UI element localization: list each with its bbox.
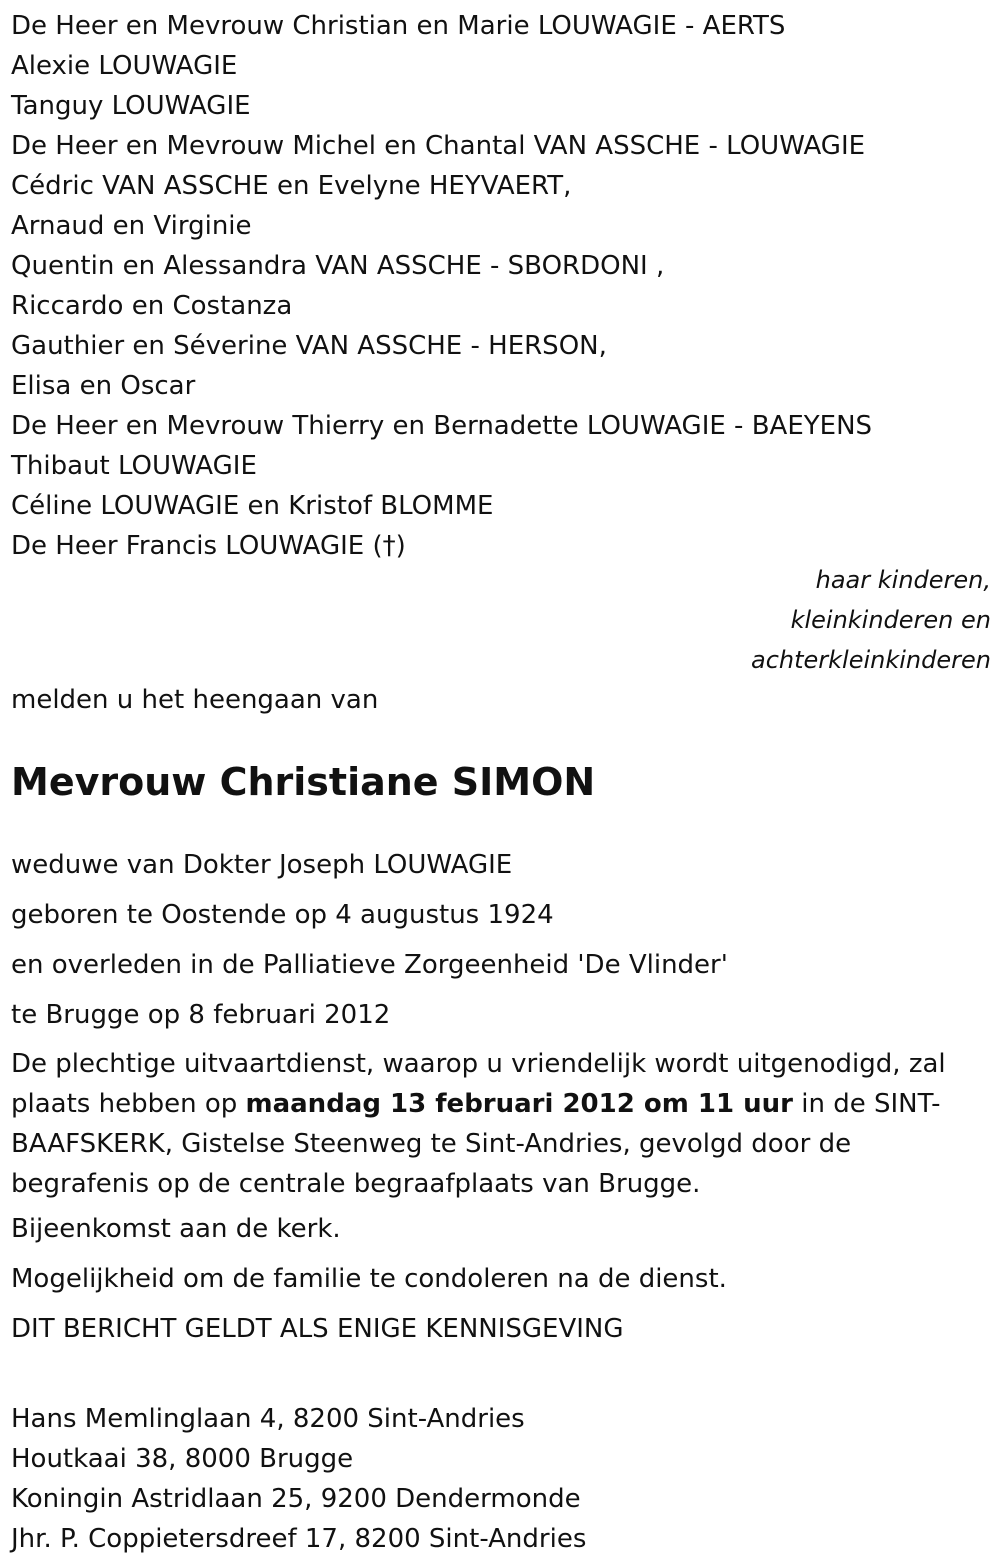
address-line: Jhr. P. Coppietersdreef 17, 8200 Sint-Andries	[11, 1524, 587, 1554]
bio-line: geboren te Oostende op 4 augustus 1924	[11, 900, 554, 930]
notes-section	[11, 1204, 991, 1354]
family-line: De Heer en Mevrouw Michel en Chantal VAN ASSCHE - LOUWAGIE	[11, 131, 866, 161]
family-line: De Heer Francis LOUWAGIE (†)	[11, 531, 406, 561]
intro-text: melden u het heengaan van	[11, 685, 379, 715]
service-text-after: in de SINT-BAAFSKERK, Gistelse Steenweg te Sint-Andries, gevolgd door de begrafenis op de centrale begraafplaats van Brugge.	[11, 1089, 941, 1199]
deceased-name: Mevrouw Christiane SIMON	[11, 760, 596, 804]
relation-caption	[11, 560, 991, 680]
family-line: De Heer en Mevrouw Christian en Marie LOUWAGIE - AERTS	[11, 11, 786, 41]
family-line: Riccardo en Costanza	[11, 291, 293, 321]
address-line: Koningin Astridlaan 25, 9200 Dendermonde	[11, 1484, 581, 1514]
address-line: Hans Memlinglaan 4, 8200 Sint-Andries	[11, 1404, 525, 1434]
relation-line: achterkleinkinderen	[751, 646, 991, 674]
bio-line: te Brugge op 8 februari 2012	[11, 1000, 391, 1030]
family-line: Quentin en Alessandra VAN ASSCHE - SBORDONI ,	[11, 251, 665, 281]
family-line: Tanguy LOUWAGIE	[11, 91, 251, 121]
family-line: Arnaud en Virginie	[11, 211, 252, 241]
family-line: Alexie LOUWAGIE	[11, 51, 238, 81]
family-line: Elisa en Oscar	[11, 371, 196, 401]
bio-section	[11, 840, 991, 1040]
note-line: DIT BERICHT GELDT ALS ENIGE KENNISGEVING	[11, 1314, 624, 1344]
address-line: Houtkaai 38, 8000 Brugge	[11, 1444, 354, 1474]
obituary-notice	[11, 0, 991, 1559]
service-paragraph	[11, 1044, 991, 1204]
service-text-before: De plechtige uitvaartdienst, waarop u vriendelijk wordt uitgenodigd, zal plaats hebben op	[11, 1049, 946, 1119]
address-list	[11, 1399, 991, 1559]
family-line: Thibaut LOUWAGIE	[11, 451, 257, 481]
note-line: Bijeenkomst aan de kerk.	[11, 1214, 341, 1244]
bio-line: weduwe van Dokter Joseph LOUWAGIE	[11, 850, 513, 880]
relation-line: haar kinderen,	[815, 566, 991, 594]
family-line: Cédric VAN ASSCHE en Evelyne HEYVAERT,	[11, 171, 572, 201]
bio-line: en overleden in de Palliatieve Zorgeenheid 'De Vlinder'	[11, 950, 728, 980]
family-line: Céline LOUWAGIE en Kristof BLOMME	[11, 491, 494, 521]
family-list	[11, 0, 991, 566]
family-line: Gauthier en Séverine VAN ASSCHE - HERSON,	[11, 331, 607, 361]
service-date: maandag 13 februari 2012 om 11 uur	[245, 1089, 793, 1119]
family-line: De Heer en Mevrouw Thierry en Bernadette LOUWAGIE - BAEYENS	[11, 411, 873, 441]
note-line: Mogelijkheid om de familie te condoleren na de dienst.	[11, 1264, 727, 1294]
relation-line: kleinkinderen en	[790, 606, 991, 634]
